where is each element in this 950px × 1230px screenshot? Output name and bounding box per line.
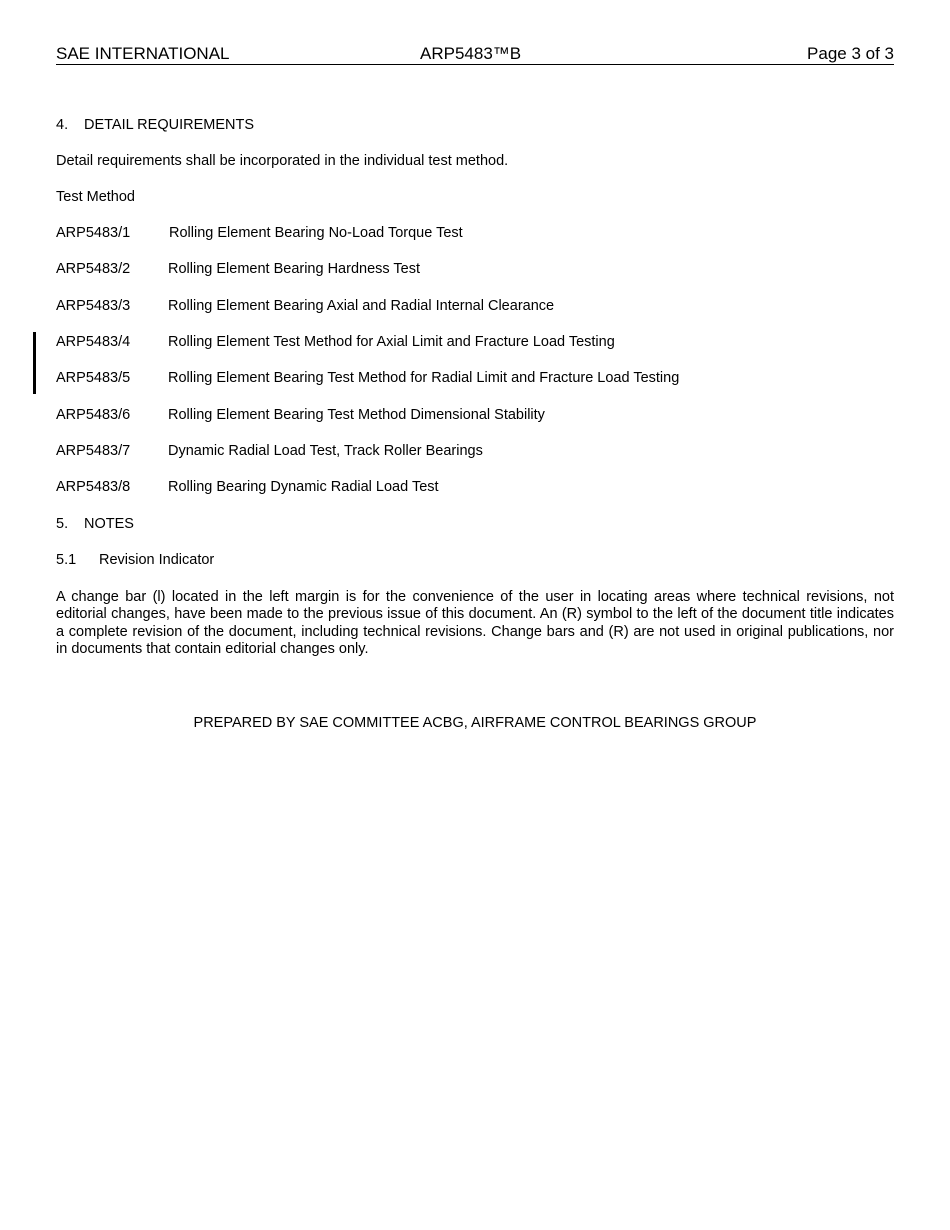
method-id: ARP5483/6 [56,407,131,423]
method-title: Rolling Element Bearing No-Load Torque Test [169,225,463,241]
method-title: Rolling Element Bearing Axial and Radial Internal Clearance [168,298,555,314]
section-5-1-title: Revision Indicator [99,552,215,568]
method-id: ARP5483/7 [56,443,131,459]
method-title: Rolling Bearing Dynamic Radial Load Test [168,479,439,495]
method-id: ARP5483/2 [56,261,131,277]
section-4-body: Detail requirements shall be incorporated in the individual test method. [56,153,509,169]
method-title: Dynamic Radial Load Test, Track Roller Bearings [168,443,483,459]
header-page-number: Page 3 of 3 [807,44,894,63]
section-4-title: DETAIL REQUIREMENTS [84,117,254,133]
method-title: Rolling Element Bearing Test Method for Radial Limit and Fracture Load Testing [168,370,680,386]
change-bar [33,332,36,394]
revision-indicator-paragraph: A change bar (l) located in the left margin is for the convenience of the user in locating areas where technical revisions, not editorial changes, have been made to the previous issue of this document. An (R) symbol to the left of the document title indicates a complete revision of the document, including technical revisions. Change bars and (R) are not used in original publications, nor in documents that contain editorial changes only. [56,589,894,657]
page-header [56,44,894,65]
prepared-by-statement: PREPARED BY SAE COMMITTEE ACBG, AIRFRAME CONTROL BEARINGS GROUP [193,715,757,731]
test-method-heading: Test Method [56,189,135,205]
header-doc-id: ARP5483™B [420,44,522,63]
section-5-title: NOTES [84,516,134,532]
method-id: ARP5483/3 [56,298,131,314]
section-5-1-number: 5.1 [56,552,77,568]
header-org: SAE INTERNATIONAL [56,44,230,63]
method-title: Rolling Element Bearing Test Method Dimensional Stability [168,407,545,423]
method-id: ARP5483/4 [56,334,131,350]
section-5-number: 5. [56,516,69,532]
section-4-number: 4. [56,117,69,133]
method-title: Rolling Element Test Method for Axial Limit and Fracture Load Testing [168,334,615,350]
method-id: ARP5483/5 [56,370,131,386]
method-title: Rolling Element Bearing Hardness Test [168,261,421,277]
method-id: ARP5483/8 [56,479,131,495]
method-id: ARP5483/1 [56,225,131,241]
